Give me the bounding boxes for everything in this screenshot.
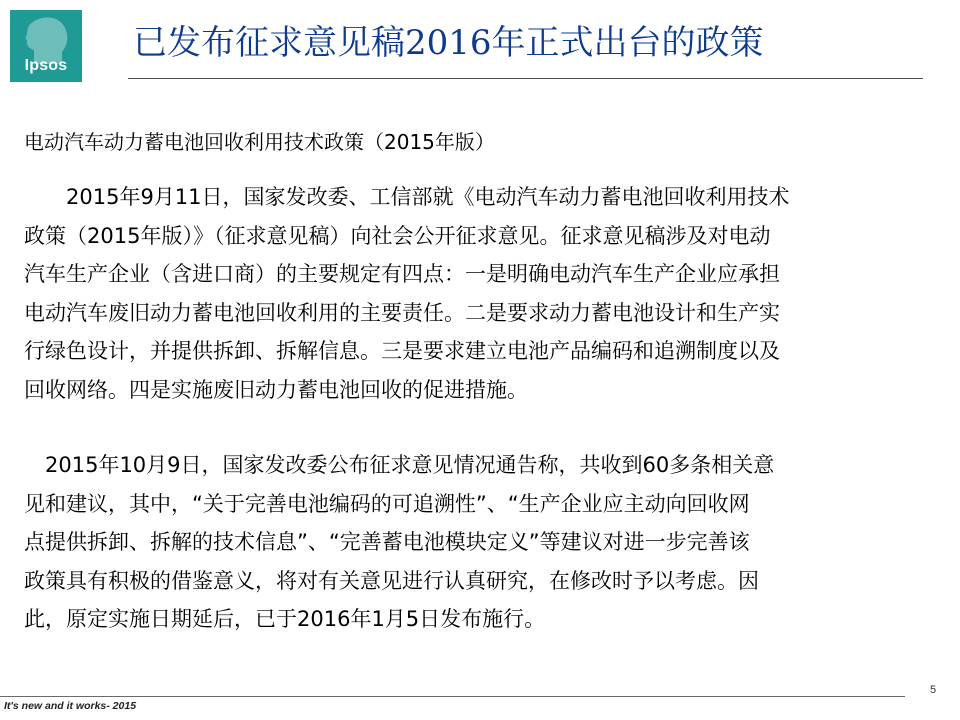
paragraph-line: 政策（2015年版）》（征求意见稿）向社会公开征求意见。征求意见稿涉及对电动 [24,223,771,248]
policy-subtitle: 电动汽车动力蓄电池回收利用技术政策（2015年版） [24,130,495,154]
logo-text: Ipsos [24,57,68,74]
page-title: 已发布征求意见稿2016年正式出台的政策 [133,23,764,63]
page-number: 5 [930,684,937,696]
paragraph-line: 回收网络。四是实施废旧动力蓄电池回收的促进措施。 [24,377,528,402]
ipsos-logo [10,10,82,82]
paragraph-line: 汽车生产企业（含进口商）的主要规定有四点：一是明确电动汽车生产企业应承担 [24,262,780,286]
footer-tagline: It's new and it works- 2015 [4,700,137,712]
paragraph-line: 2015年9月11日，国家发改委、工信部就《电动汽车动力蓄电池回收利用技术 [24,185,790,209]
paragraph-line: 2015年10月9日，国家发改委公布征求意见情况通告称，共收到60多条相关意 [24,453,775,477]
footer-divider [0,696,905,697]
paragraph-line: 点提供拆卸、拆解的技术信息”、“完善蓄电池模块定义”等建议对进一步完善该 [24,530,750,554]
paragraph-announcement [24,178,938,409]
paragraph-notice [24,446,938,639]
paragraph-line: 电动汽车废旧动力蓄电池回收利用的主要责任。二是要求动力蓄电池设计和生产实 [24,300,780,325]
title-divider [128,78,923,79]
paragraph-line: 政策具有积极的借鉴意义，将对有关意见进行认真研究，在修改时予以考虑。因 [24,568,759,593]
paragraph-line: 此，原定实施日期延后，已于2016年1月5日发布施行。 [24,607,546,631]
paragraph-line: 行绿色设计，并提供拆卸、拆解信息。三是要求建立电池产品编码和追溯制度以及 [24,339,780,363]
paragraph-line: 见和建议，其中，“关于完善电池编码的可追溯性”、“生产企业应主动向回收网 [24,491,750,516]
